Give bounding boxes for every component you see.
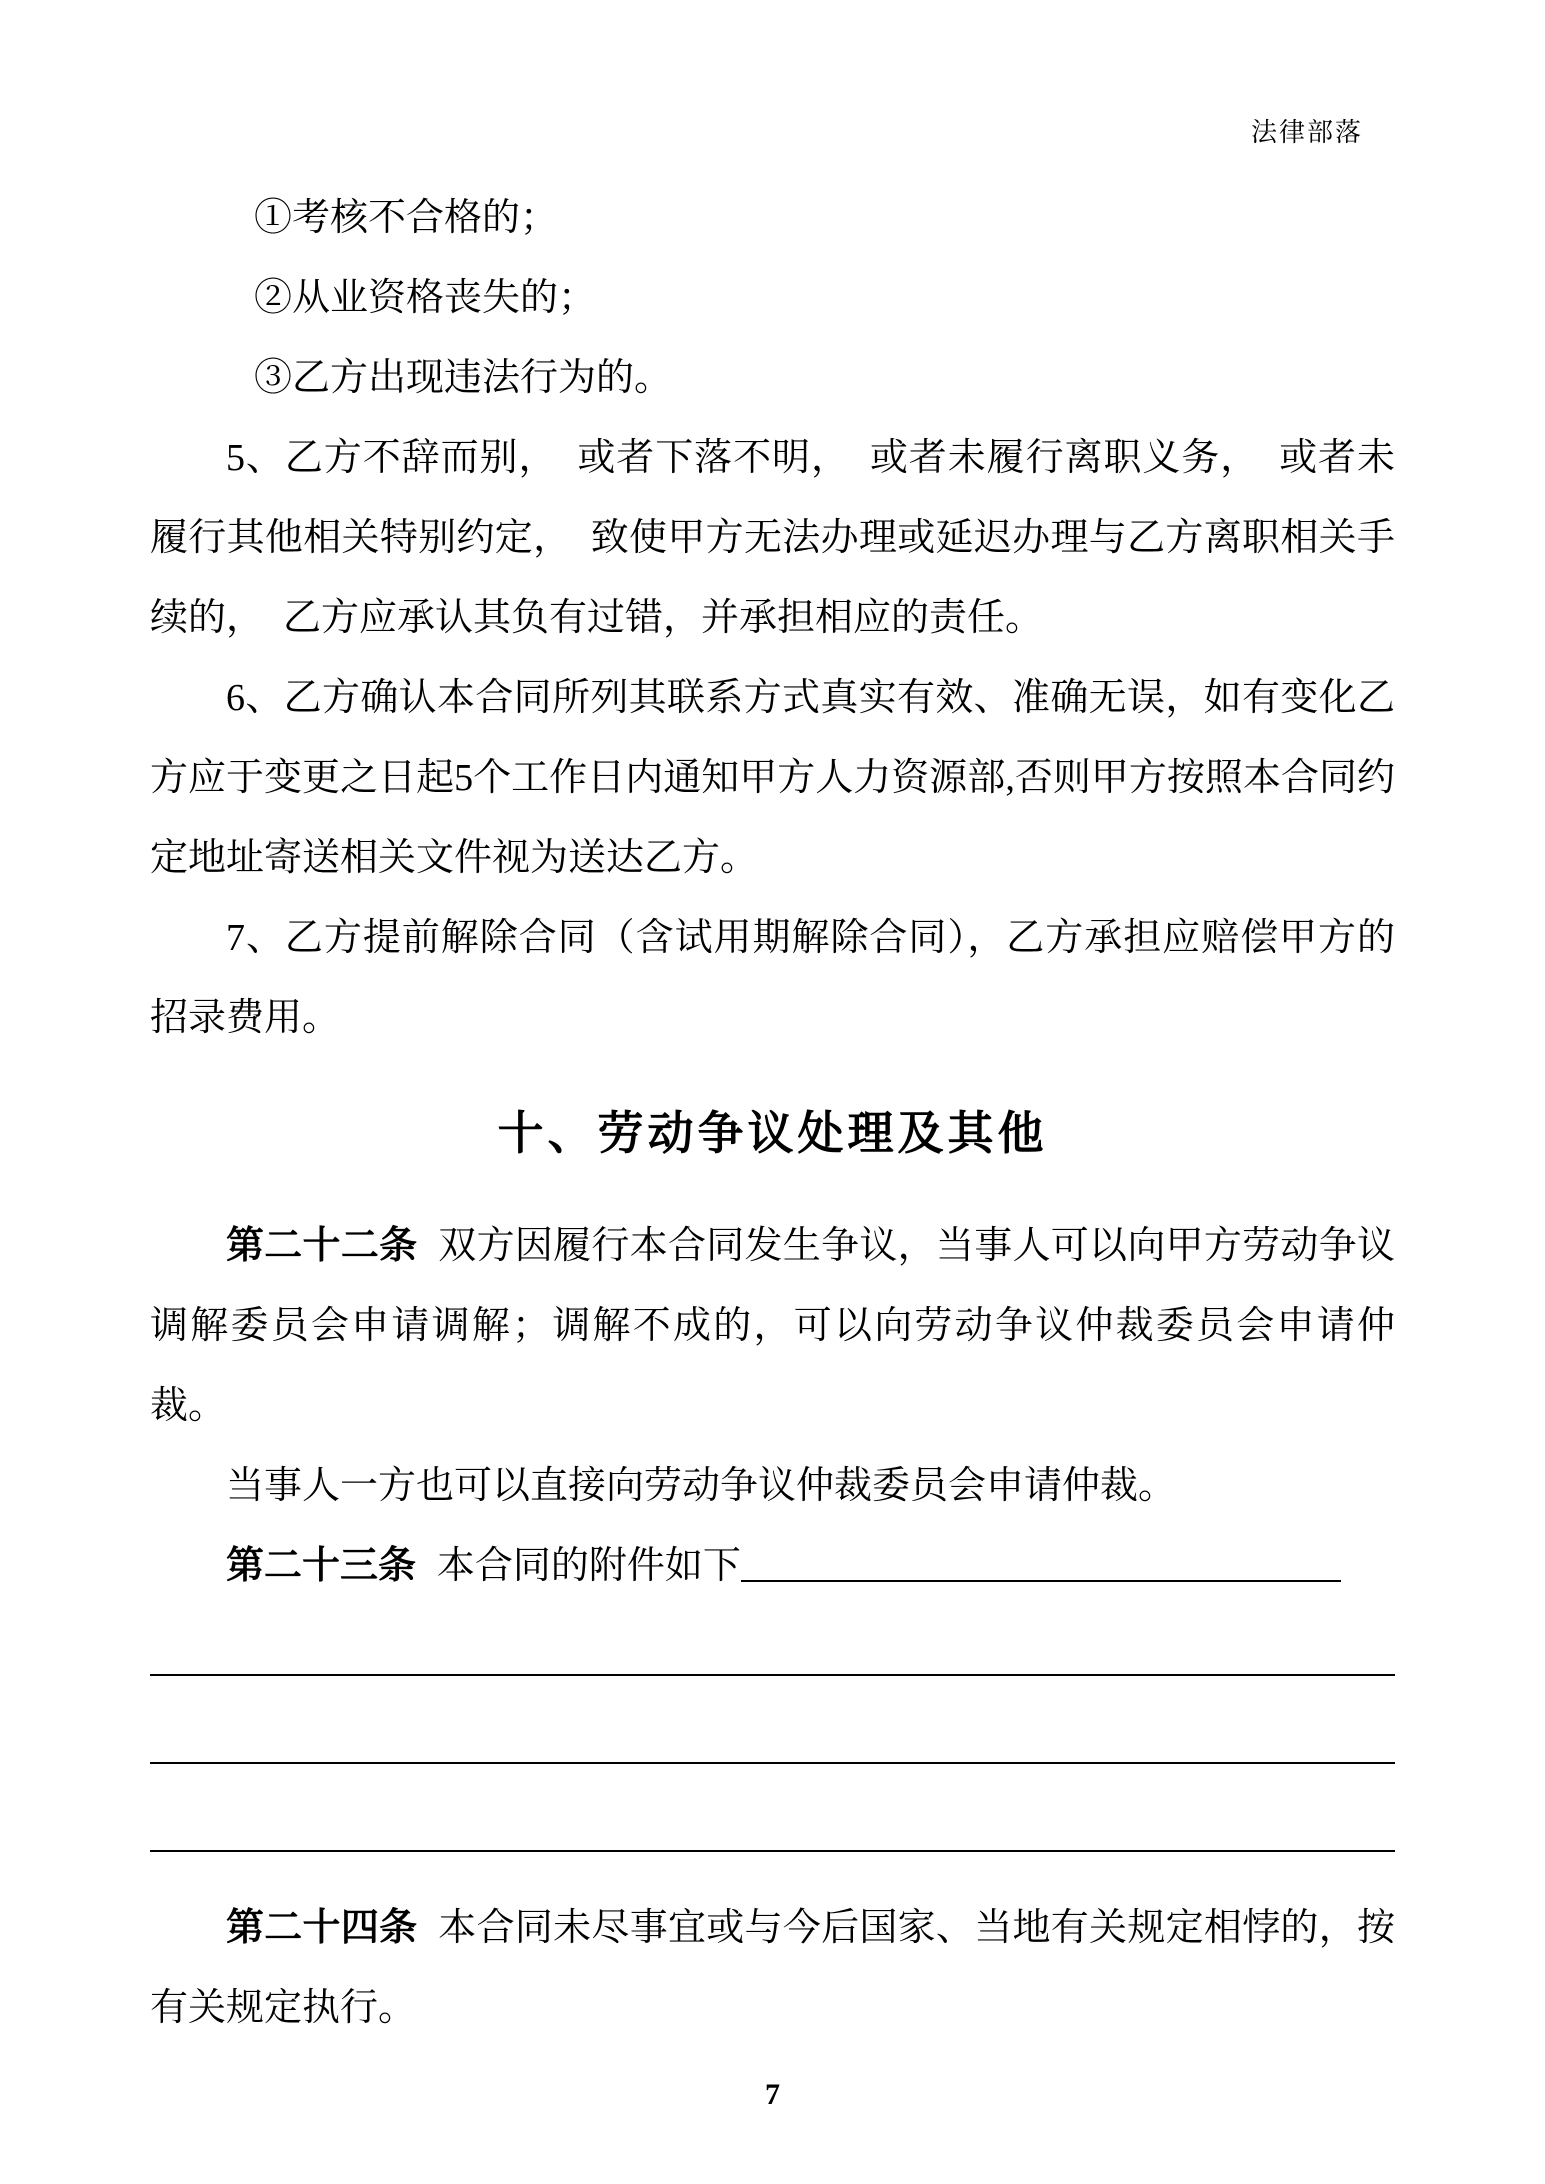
paragraph-clause-6: 6、乙方确认本合同所列其联系方式真实有效、准确无误，如有变化乙方应于变更之日起5个工作日内通知甲方人力资源部,否则甲方按照本合同约定地址寄送相关文件视为送达乙方。 [150,677,1395,879]
paragraph-article-22 [150,1206,1395,1446]
blank-write-in-line [150,1764,1395,1852]
section-heading: 十、劳动争议处理及其他 [497,1107,1048,1159]
article-24-text: 本合同未尽事宜或与今后国家、当地有关规定相悖的，按有关规定执行。 [150,1907,1395,2029]
article-23-text: 本合同的附件如下 [436,1545,741,1587]
numbered-list-item: ②从业资格丧失的； [254,277,597,319]
paragraph-clause-5: 5、乙方不辞而别， 或者下落不明， 或者未履行离职义务， 或者未履行其他相关特别约定， 致使甲方无法办理或延迟办理与乙方离职相关手续的， 乙方应承认其负有过错，并承担相应的责任。 [150,437,1395,639]
paragraph-article-23 [150,1526,1395,1606]
paragraph-arbitration: 当事人一方也可以直接向劳动争议仲裁委员会申请仲裁。 [226,1465,1177,1507]
blank-write-in-line [150,1606,1395,1676]
attachment-fill-in-line [741,1576,1341,1582]
document-body [150,0,1395,2048]
paragraph-article-24 [150,1888,1395,2048]
article-22-label: 第二十二条 [226,1225,418,1267]
paragraph-clause-7: 7、乙方提前解除合同（含试用期解除合同），乙方承担应赔偿甲方的招录费用。 [150,917,1395,1039]
article-24-label: 第二十四条 [226,1907,418,1949]
numbered-list-item: ③乙方出现违法行为的。 [254,357,673,399]
article-22-text: 双方因履行本合同发生争议，当事人可以向甲方劳动争议调解委员会申请调解；调解不成的，可以向劳动争议仲裁委员会申请仲裁。 [150,1225,1395,1427]
article-23-label: 第二十三条 [226,1545,417,1587]
blank-write-in-line [150,1676,1395,1764]
header-watermark: 法律部落 [1250,118,1363,147]
page-number: 7 [765,2078,780,2111]
numbered-list-item: ①考核不合格的； [254,197,559,239]
